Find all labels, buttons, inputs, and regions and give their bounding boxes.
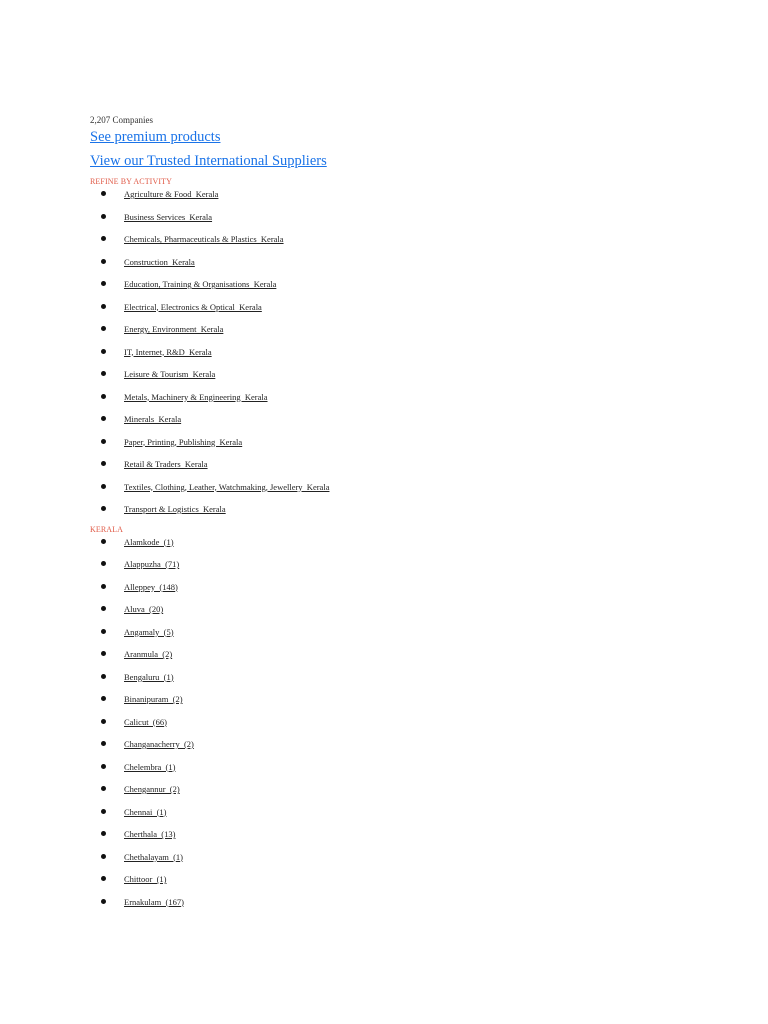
activity-link[interactable]: Education, Training & Organisations Kerala bbox=[124, 279, 277, 289]
kerala-heading: KERALA bbox=[90, 524, 124, 534]
activity-link[interactable]: Construction Kerala bbox=[124, 256, 195, 267]
bullet-icon bbox=[101, 854, 106, 859]
location-link[interactable]: Chelembra (1) bbox=[124, 761, 176, 772]
activity-list-item bbox=[90, 213, 730, 236]
activity-list-item bbox=[90, 303, 730, 326]
location-list-item bbox=[90, 898, 730, 921]
location-link[interactable]: Chennai (1) bbox=[124, 806, 167, 817]
activity-link[interactable]: Energy, Environment Kerala bbox=[124, 324, 224, 334]
location-list-item bbox=[90, 785, 730, 808]
location-link[interactable]: Chethalayam (1) bbox=[124, 851, 184, 862]
activity-list-item bbox=[90, 393, 730, 416]
location-list-item bbox=[90, 650, 730, 673]
activity-list-item bbox=[90, 325, 730, 348]
location-list-item bbox=[90, 808, 730, 831]
bullet-icon bbox=[101, 719, 106, 724]
bullet-icon bbox=[101, 439, 106, 444]
activity-list-item bbox=[90, 505, 730, 528]
bullet-icon bbox=[101, 349, 106, 354]
bullet-icon bbox=[101, 259, 106, 264]
bullet-icon bbox=[101, 236, 106, 241]
companies-count: 2,207 Companies bbox=[90, 115, 153, 125]
bullet-icon bbox=[101, 584, 106, 589]
activity-list-item bbox=[90, 438, 730, 461]
location-link[interactable]: Angamaly (5) bbox=[124, 626, 174, 637]
location-link[interactable]: Ernakulam (167) bbox=[124, 896, 184, 907]
location-link[interactable]: Alamkode (1) bbox=[124, 536, 174, 547]
location-list-item bbox=[90, 695, 730, 718]
activity-list-item bbox=[90, 460, 730, 483]
bullet-icon bbox=[101, 696, 106, 701]
location-list-item bbox=[90, 628, 730, 651]
activity-list bbox=[90, 190, 730, 528]
activity-link[interactable]: Textiles, Clothing, Leather, Watchmaking, Jewellery Kerala bbox=[124, 481, 330, 492]
location-link[interactable]: Chengannur (2) bbox=[124, 784, 180, 794]
location-link[interactable]: Changanacherry (2) bbox=[124, 739, 194, 749]
activity-link[interactable]: IT, Internet, R&D Kerala bbox=[124, 346, 212, 357]
activity-list-item bbox=[90, 415, 730, 438]
location-list-item bbox=[90, 583, 730, 606]
kerala-location-list bbox=[90, 538, 730, 921]
bullet-icon bbox=[101, 741, 106, 746]
location-list-item bbox=[90, 718, 730, 741]
activity-list-item bbox=[90, 258, 730, 281]
bullet-icon bbox=[101, 506, 106, 511]
bullet-icon bbox=[101, 191, 106, 196]
bullet-icon bbox=[101, 561, 106, 566]
location-list-item bbox=[90, 763, 730, 786]
bullet-icon bbox=[101, 461, 106, 466]
bullet-icon bbox=[101, 651, 106, 656]
activity-link[interactable]: Transport & Logistics Kerala bbox=[124, 504, 226, 514]
bullet-icon bbox=[101, 899, 106, 904]
bullet-icon bbox=[101, 606, 106, 611]
location-list-item bbox=[90, 560, 730, 583]
bullet-icon bbox=[101, 304, 106, 309]
activity-list-item bbox=[90, 348, 730, 371]
bullet-icon bbox=[101, 809, 106, 814]
location-list-item bbox=[90, 673, 730, 696]
location-link[interactable]: Alleppey (148) bbox=[124, 581, 178, 592]
activity-list-item bbox=[90, 280, 730, 303]
activity-link[interactable]: Agriculture & Food Kerala bbox=[124, 189, 219, 199]
bullet-icon bbox=[101, 764, 106, 769]
location-link[interactable]: Aranmula (2) bbox=[124, 649, 173, 659]
see-premium-products-link[interactable]: See premium products bbox=[90, 129, 221, 145]
location-link[interactable]: Cherthala (13) bbox=[124, 829, 176, 839]
location-list-item bbox=[90, 605, 730, 628]
location-link[interactable]: Aluva (20) bbox=[124, 604, 164, 614]
bullet-icon bbox=[101, 786, 106, 791]
bullet-icon bbox=[101, 371, 106, 376]
page-content bbox=[90, 114, 730, 920]
bullet-icon bbox=[101, 831, 106, 836]
bullet-icon bbox=[101, 394, 106, 399]
bullet-icon bbox=[101, 484, 106, 489]
bullet-icon bbox=[101, 281, 106, 286]
location-link[interactable]: Bengaluru (1) bbox=[124, 671, 174, 682]
location-list-item bbox=[90, 853, 730, 876]
activity-list-item bbox=[90, 235, 730, 258]
location-list-item bbox=[90, 538, 730, 561]
bullet-icon bbox=[101, 326, 106, 331]
bullet-icon bbox=[101, 539, 106, 544]
bullet-icon bbox=[101, 876, 106, 881]
trusted-suppliers-link[interactable]: View our Trusted International Suppliers bbox=[90, 153, 327, 169]
activity-link[interactable]: Business Services Kerala bbox=[124, 211, 213, 222]
bullet-icon bbox=[101, 674, 106, 679]
location-list-item bbox=[90, 740, 730, 763]
location-link[interactable]: Binanipuram (2) bbox=[124, 694, 183, 704]
bullet-icon bbox=[101, 416, 106, 421]
activity-list-item bbox=[90, 370, 730, 393]
activity-list-item bbox=[90, 483, 730, 506]
location-link[interactable]: Calicut (66) bbox=[124, 716, 167, 727]
location-list-item bbox=[90, 875, 730, 898]
location-link[interactable]: Chittoor (1) bbox=[124, 874, 167, 884]
activity-link[interactable]: Electrical, Electronics & Optical Kerala bbox=[124, 301, 262, 312]
location-link[interactable]: Alappuzha (71) bbox=[124, 559, 180, 569]
activity-link[interactable]: Metals, Machinery & Engineering Kerala bbox=[124, 391, 268, 402]
activity-link[interactable]: Chemicals, Pharmaceuticals & Plastics Kerala bbox=[124, 234, 284, 244]
bullet-icon bbox=[101, 214, 106, 219]
location-list-item bbox=[90, 830, 730, 853]
bullet-icon bbox=[101, 629, 106, 634]
activity-link[interactable]: Leisure & Tourism Kerala bbox=[124, 369, 216, 379]
activity-link[interactable]: Paper, Printing, Publishing Kerala bbox=[124, 436, 243, 447]
refine-by-activity-heading: REFINE BY ACTIVITY bbox=[90, 177, 172, 186]
activity-link[interactable]: Retail & Traders Kerala bbox=[124, 459, 208, 469]
activity-list-item bbox=[90, 190, 730, 213]
activity-link[interactable]: Minerals Kerala bbox=[124, 414, 182, 424]
